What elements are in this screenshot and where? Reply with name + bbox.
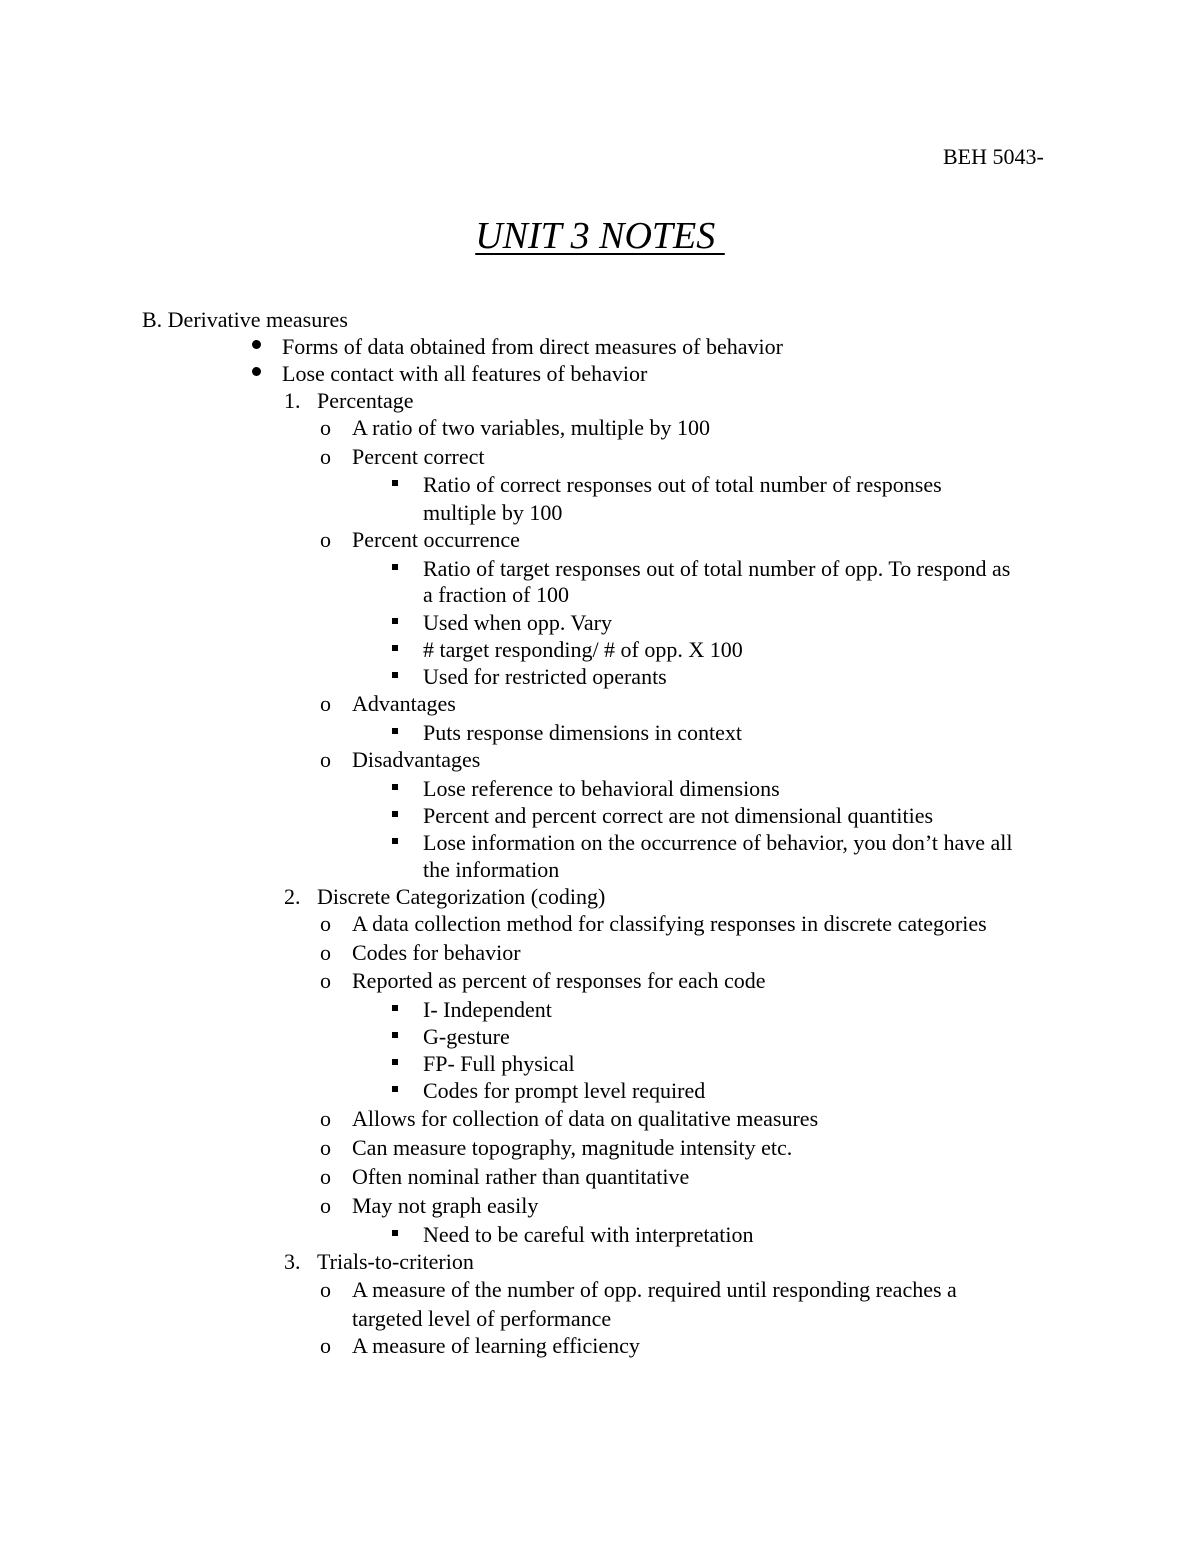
square-bullet-marker xyxy=(392,564,398,570)
sub-marker: o xyxy=(320,911,331,936)
sub-item: Percent occurrence xyxy=(352,527,520,552)
detail-item: Need to be careful with interpretation xyxy=(423,1222,754,1247)
list-item-heading: Trials-to-criterion xyxy=(317,1249,474,1274)
detail-item: Ratio of target responses out of total number of opp. To respond as xyxy=(423,556,1011,581)
sub-marker: o xyxy=(320,1164,331,1189)
square-bullet-marker xyxy=(392,672,398,678)
detail-item: FP- Full physical xyxy=(423,1051,575,1076)
sub-item: Codes for behavior xyxy=(352,940,521,965)
sub-item: Allows for collection of data on qualitative measures xyxy=(352,1106,819,1131)
square-bullet-marker xyxy=(392,618,398,624)
square-bullet-marker xyxy=(392,480,398,486)
square-bullet-marker xyxy=(392,645,398,651)
bullet-item: Forms of data obtained from direct measures of behavior xyxy=(282,334,783,359)
sub-item: May not graph easily xyxy=(352,1193,539,1218)
bullet-marker xyxy=(252,340,261,349)
course-code: BEH 5043- xyxy=(943,144,1044,169)
sub-marker: o xyxy=(320,527,331,552)
sub-marker: o xyxy=(320,1277,331,1302)
detail-item: Puts response dimensions in context xyxy=(423,720,742,745)
detail-item: Lose reference to behavioral dimensions xyxy=(423,776,780,801)
detail-item: Percent and percent correct are not dimensional quantities xyxy=(423,803,934,828)
square-bullet-marker xyxy=(392,784,398,790)
detail-item: Used when opp. Vary xyxy=(423,610,613,635)
sub-item: Percent correct xyxy=(352,444,485,469)
sub-marker: o xyxy=(320,1333,331,1358)
square-bullet-marker xyxy=(392,1032,398,1038)
sub-marker: o xyxy=(320,968,331,993)
sub-item: Reported as percent of responses for each code xyxy=(352,968,766,993)
bullet-item: Lose contact with all features of behavior xyxy=(282,361,648,386)
sub-marker: o xyxy=(320,747,331,772)
sub-item: Can measure topography, magnitude intensity etc. xyxy=(352,1135,793,1160)
detail-item: # target responding/ # of opp. X 100 xyxy=(423,637,743,662)
sub-item-continuation: targeted level of performance xyxy=(352,1306,612,1331)
sub-item: A ratio of two variables, multiple by 100 xyxy=(352,415,711,440)
square-bullet-marker xyxy=(392,728,398,734)
list-number: 1. xyxy=(284,388,301,413)
sub-marker: o xyxy=(320,1193,331,1218)
sub-item: A data collection method for classifying responses in discrete categories xyxy=(352,911,987,936)
sub-marker: o xyxy=(320,940,331,965)
detail-item-continuation: the information xyxy=(423,857,560,882)
detail-item: Codes for prompt level required xyxy=(423,1078,706,1103)
page-title: UNIT 3 NOTES xyxy=(475,215,725,257)
list-number: 3. xyxy=(284,1249,301,1274)
square-bullet-marker xyxy=(392,1230,398,1236)
sub-marker: o xyxy=(320,1106,331,1131)
detail-item: I- Independent xyxy=(423,997,552,1022)
detail-item: Lose information on the occurrence of behavior, you don’t have all xyxy=(423,830,1013,855)
sub-marker: o xyxy=(320,444,331,469)
square-bullet-marker xyxy=(392,838,398,844)
section-heading: B. Derivative measures xyxy=(142,307,348,332)
sub-marker: o xyxy=(320,415,331,440)
bullet-marker xyxy=(252,367,261,376)
square-bullet-marker xyxy=(392,1086,398,1092)
sub-marker: o xyxy=(320,1135,331,1160)
detail-item-continuation: a fraction of 100 xyxy=(423,582,569,607)
detail-item: G-gesture xyxy=(423,1024,510,1049)
sub-marker: o xyxy=(320,691,331,716)
square-bullet-marker xyxy=(392,1005,398,1011)
list-item-heading: Percentage xyxy=(317,388,414,413)
list-item-heading: Discrete Categorization (coding) xyxy=(317,884,606,909)
sub-item: Advantages xyxy=(352,691,456,716)
detail-item: Used for restricted operants xyxy=(423,664,667,689)
detail-item-continuation: multiple by 100 xyxy=(423,500,563,525)
square-bullet-marker xyxy=(392,1059,398,1065)
square-bullet-marker xyxy=(392,811,398,817)
sub-item: Often nominal rather than quantitative xyxy=(352,1164,690,1189)
sub-item: A measure of learning efficiency xyxy=(352,1333,640,1358)
list-number: 2. xyxy=(284,884,301,909)
sub-item: Disadvantages xyxy=(352,747,481,772)
sub-item: A measure of the number of opp. required until responding reaches a xyxy=(352,1277,957,1302)
detail-item: Ratio of correct responses out of total number of responses xyxy=(423,472,942,497)
